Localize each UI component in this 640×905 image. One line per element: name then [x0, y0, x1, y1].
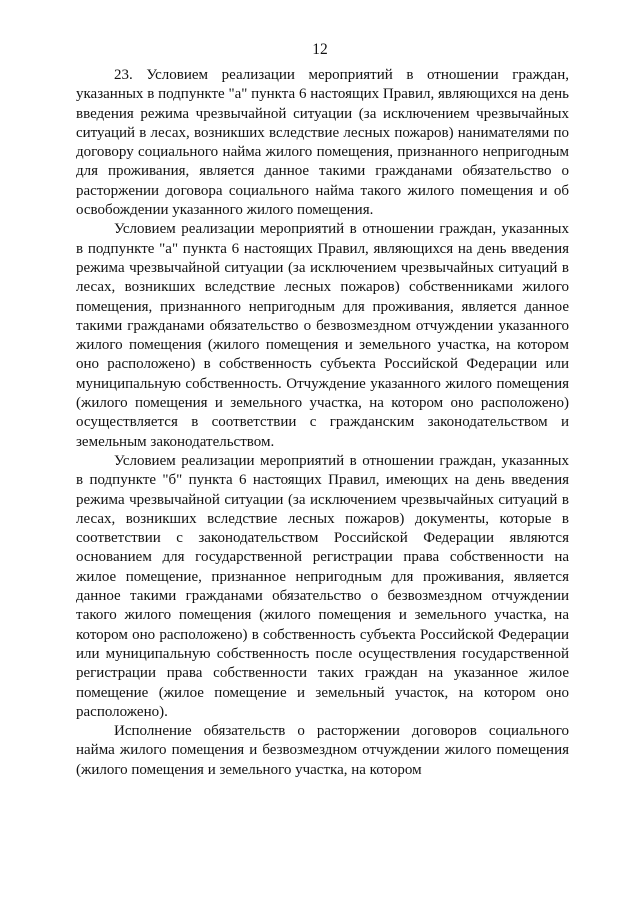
paragraph-documents: Условием реализации мероприятий в отношении граждан, указанных в подпункте "б" пункта 6 настоящих Правил, имеющих на день введения режима чрезвычайной ситуации (за исключением чрезвычайных ситуаций в лесах, возникших вследствие лесных пожаров) документы, которые в соответствии с законодательством Российской Федерации являются основанием для государственной регистрации права собственности на жилое помещение, признанное непригодным для проживания, является данное такими гражданами обязательство о безвозмездном отчуждении такого жилого помещения (жилого помещения и земельного участка, на котором оно расположено) в собственность субъекта Российской Федерации или муниципальную собственность после осуществления государственной регистрации права собственности таких граждан на указанное жилое помещение (жилое помещение и земельный участок, на котором оно расположено). [76, 452, 569, 720]
document-body [76, 66, 569, 780]
paragraph-obligations: Исполнение обязательств о расторжении договоров социального найма жилого помещения и безвозмездном отчуждении жилого помещения (жилого помещения и земельного участка, на котором [76, 723, 569, 778]
page-number: 12 [312, 41, 328, 58]
paragraph-owners: Условием реализации мероприятий в отношении граждан, указанных в подпункте "а" пункта 6 настоящих Правил, являющихся на день введения режима чрезвычайной ситуации (за исключением чрезвычайных ситуаций в лесах, возникших вследствие лесных пожаров) собственниками жилого помещения, признанного непригодным для проживания, является данное такими гражданами обязательство о безвозмездном отчуждении указанного жилого помещения (жилого помещения и земельного участка, на котором оно расположено) в собственность субъекта Российской Федерации или муниципальную собственность. Отчуждение указанного жилого помещения (жилого помещения и земельного участка, на котором оно расположено) осуществляется в соответствии с гражданским законодательством и земельным законодательством. [76, 221, 569, 450]
paragraph-23: 23. Условием реализации мероприятий в отношении граждан, указанных в подпункте "а" пункта 6 настоящих Правил, являющихся на день введения режима чрезвычайной ситуации (за исключением чрезвычайных ситуаций в лесах, возникших вследствие лесных пожаров) нанимателями по договору социального найма жилого помещения, признанного непригодным для проживания, является данное такими гражданами обязательство о расторжении договора социального найма такого жилого помещения и об освобождении указанного жилого помещения. [76, 67, 569, 219]
